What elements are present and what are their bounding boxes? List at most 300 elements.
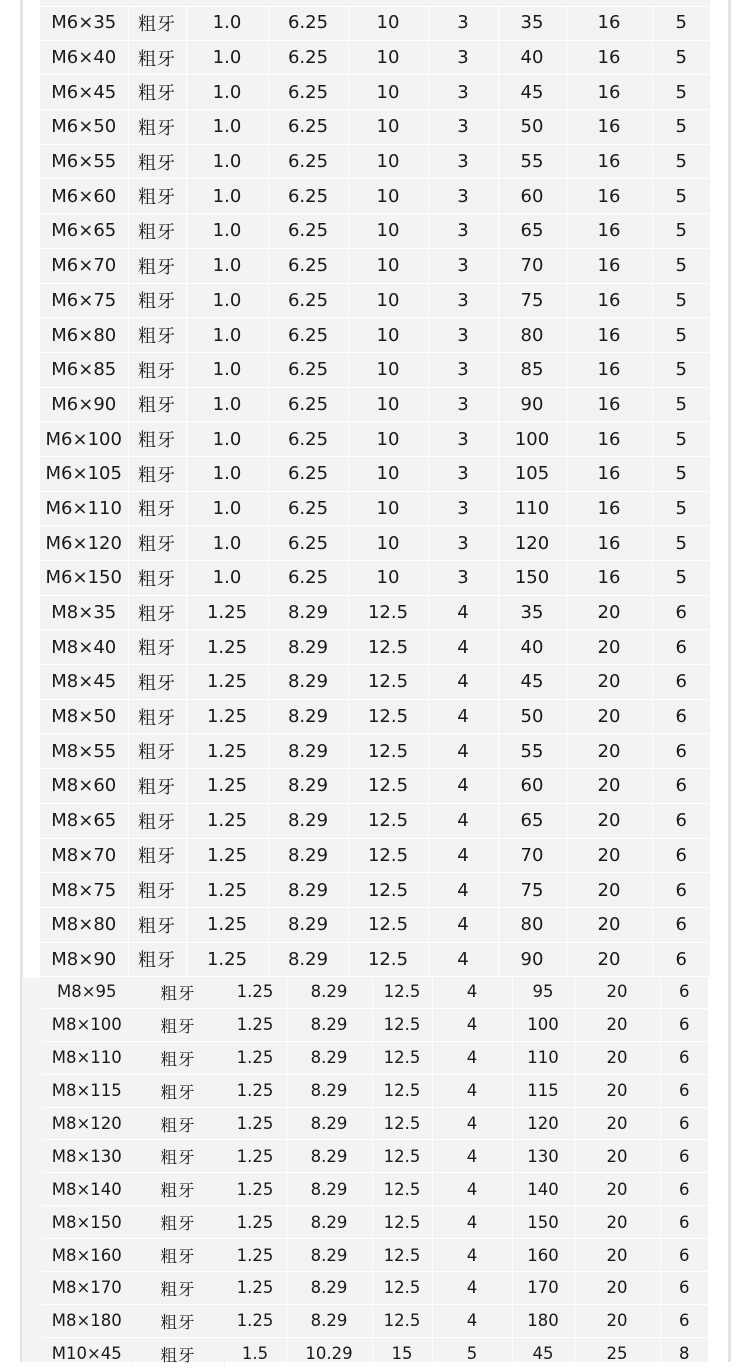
cell-col-4: 8.29: [268, 873, 348, 908]
cell-col-4: 10.29: [286, 1337, 372, 1370]
cell-col-4: 8.29: [286, 1206, 372, 1239]
cell-col-4: 6.25: [268, 491, 348, 526]
cell-col-6: 4: [428, 699, 498, 734]
cell-col-9: 5: [652, 179, 710, 214]
cell-col-5: 12.5: [348, 907, 428, 942]
cell-pitch: 1.25: [224, 1173, 286, 1206]
cell-col-4: 6.25: [268, 75, 348, 110]
cell-col-5: 12.5: [348, 665, 428, 700]
cell-col-4: 6.25: [268, 456, 348, 491]
cell-spec: M8×95: [42, 976, 132, 1008]
cell-length: 45: [512, 1337, 574, 1370]
cell-pitch: 1.0: [186, 179, 268, 214]
cell-col-5: 10: [348, 283, 428, 318]
cell-thread-type: 粗牙: [128, 456, 186, 491]
cell-col-6: 4: [428, 942, 498, 977]
cell-col-4: 8.29: [286, 1140, 372, 1173]
cell-spec: M6×50: [40, 110, 128, 145]
cell-spec: M6×40: [40, 40, 128, 75]
cell-pitch: 1.25: [186, 942, 268, 977]
table-row: [40, 248, 710, 283]
cell-col-4: 8.29: [286, 1041, 372, 1074]
cell-spec: M6×35: [40, 6, 128, 40]
cell-col-8: 20: [566, 699, 652, 734]
cell-col-4: 8.29: [268, 907, 348, 942]
cell-col-4: 8.29: [286, 1304, 372, 1337]
cell-col-6: 4: [432, 1008, 512, 1041]
cell-thread-type: 粗牙: [128, 838, 186, 873]
cell-col-5: 10: [348, 40, 428, 75]
cell-pitch: 1.25: [186, 595, 268, 630]
cell-col-4: 8.29: [286, 1008, 372, 1041]
cell-pitch: 1.0: [186, 40, 268, 75]
cell-col-4: 6.25: [268, 283, 348, 318]
cell-col-5: 12.5: [348, 769, 428, 804]
cell-thread-type: 粗牙: [128, 318, 186, 353]
cell-pitch: 1.25: [224, 1041, 286, 1074]
cell-col-4: 8.29: [268, 769, 348, 804]
cell-length: 180: [512, 1304, 574, 1337]
cell-spec: M8×70: [40, 838, 128, 873]
cell-col-5: 12.5: [372, 1140, 432, 1173]
cell-length: 55: [498, 734, 566, 769]
table-row: [42, 1140, 708, 1173]
cell-col-4: 8.29: [268, 803, 348, 838]
cell-col-4: 8.29: [268, 665, 348, 700]
cell-thread-type: 粗牙: [132, 1206, 224, 1239]
cell-col-6: 3: [428, 179, 498, 214]
upper-table-body: [40, 6, 710, 977]
cell-col-4: 6.25: [268, 526, 348, 561]
cell-col-9: 6: [652, 873, 710, 908]
cell-thread-type: 粗牙: [128, 630, 186, 665]
cell-col-9: 6: [660, 1107, 708, 1140]
cell-spec: M6×105: [40, 456, 128, 491]
table-row: [42, 1041, 708, 1074]
cell-col-8: 16: [566, 179, 652, 214]
cell-pitch: 1.25: [186, 907, 268, 942]
cell-length: 70: [498, 838, 566, 873]
table-row: [42, 1239, 708, 1272]
cell-col-6: 4: [428, 665, 498, 700]
cell-length: 40: [498, 630, 566, 665]
cell-spec: M6×45: [40, 75, 128, 110]
cell-thread-type: 粗牙: [128, 214, 186, 249]
cell-col-8: 20: [566, 734, 652, 769]
table-row: [42, 1074, 708, 1107]
cell-thread-type: 粗牙: [132, 1074, 224, 1107]
cell-thread-type: 粗牙: [128, 595, 186, 630]
cell-col-9: 6: [660, 1074, 708, 1107]
table-row: [42, 1272, 708, 1305]
cell-pitch: 1.0: [186, 526, 268, 561]
cell-length: 170: [512, 1272, 574, 1305]
cell-thread-type: 粗牙: [132, 1140, 224, 1173]
cell-length: 80: [498, 907, 566, 942]
cell-thread-type: 粗牙: [132, 1337, 224, 1370]
table-row: [40, 665, 710, 700]
cell-col-9: 5: [652, 6, 710, 40]
cell-pitch: 1.25: [224, 1008, 286, 1041]
cell-thread-type: 粗牙: [128, 75, 186, 110]
cell-thread-type: 粗牙: [128, 110, 186, 145]
table-row: [40, 422, 710, 457]
table-row: [42, 1206, 708, 1239]
cell-length: 70: [498, 248, 566, 283]
cell-col-9: 6: [660, 1239, 708, 1272]
cell-thread-type: 粗牙: [132, 1272, 224, 1305]
cell-length: 65: [498, 214, 566, 249]
cell-col-9: 6: [652, 907, 710, 942]
cell-col-9: 8: [660, 1337, 708, 1370]
cell-col-6: 5: [432, 1337, 512, 1370]
cell-spec: M6×100: [40, 422, 128, 457]
table-row: [42, 1008, 708, 1041]
cell-thread-type: 粗牙: [128, 283, 186, 318]
cell-thread-type: 粗牙: [128, 179, 186, 214]
cell-col-6: 4: [432, 1239, 512, 1272]
cell-col-9: 6: [660, 1304, 708, 1337]
cell-col-5: 10: [348, 456, 428, 491]
cell-spec: M6×150: [40, 561, 128, 596]
cell-length: 115: [512, 1074, 574, 1107]
cell-thread-type: 粗牙: [128, 422, 186, 457]
cell-col-6: 3: [428, 144, 498, 179]
cell-pitch: 1.25: [224, 1304, 286, 1337]
cell-col-4: 6.25: [268, 144, 348, 179]
cell-spec: M6×85: [40, 352, 128, 387]
cell-col-4: 8.29: [268, 838, 348, 873]
cell-spec: M8×75: [40, 873, 128, 908]
cell-col-5: 12.5: [348, 699, 428, 734]
cell-length: 85: [498, 352, 566, 387]
cell-col-8: 16: [566, 318, 652, 353]
table-row: [40, 942, 710, 977]
cell-col-9: 5: [652, 491, 710, 526]
cell-col-4: 8.29: [268, 942, 348, 977]
cell-col-6: 3: [428, 526, 498, 561]
cell-col-8: 16: [566, 214, 652, 249]
cell-length: 110: [498, 491, 566, 526]
cell-col-6: 4: [432, 1107, 512, 1140]
table-row: [40, 873, 710, 908]
table-row: [40, 179, 710, 214]
cell-col-9: 5: [652, 283, 710, 318]
cell-length: 100: [512, 1008, 574, 1041]
cell-length: 35: [498, 595, 566, 630]
cell-col-4: 8.29: [286, 1239, 372, 1272]
cell-col-4: 8.29: [286, 1173, 372, 1206]
cell-col-9: 5: [652, 144, 710, 179]
table-row: [42, 1173, 708, 1206]
cell-col-6: 4: [428, 873, 498, 908]
cell-col-8: 20: [566, 665, 652, 700]
cell-spec: M6×70: [40, 248, 128, 283]
cell-pitch: 1.0: [186, 75, 268, 110]
cell-col-5: 12.5: [372, 1008, 432, 1041]
cell-length: 150: [498, 561, 566, 596]
cell-col-6: 4: [428, 734, 498, 769]
cell-col-4: 6.25: [268, 179, 348, 214]
cell-col-9: 5: [652, 214, 710, 249]
cell-col-8: 25: [574, 1337, 660, 1370]
cell-spec: M10×45: [42, 1337, 132, 1370]
cell-col-6: 3: [428, 283, 498, 318]
cell-col-9: 6: [660, 1041, 708, 1074]
cell-col-5: 12.5: [372, 976, 432, 1008]
cell-col-6: 3: [428, 40, 498, 75]
cell-col-8: 20: [574, 1074, 660, 1107]
cell-col-9: 5: [652, 352, 710, 387]
cell-spec: M8×100: [42, 1008, 132, 1041]
cell-col-8: 20: [574, 1041, 660, 1074]
cell-thread-type: 粗牙: [128, 491, 186, 526]
cell-thread-type: 粗牙: [132, 1304, 224, 1337]
cell-col-6: 4: [432, 976, 512, 1008]
cell-col-8: 16: [566, 40, 652, 75]
table-row: [40, 838, 710, 873]
cell-spec: M8×60: [40, 769, 128, 804]
cell-length: 65: [498, 803, 566, 838]
cell-spec: M8×55: [40, 734, 128, 769]
cell-col-5: 15: [372, 1337, 432, 1370]
cell-col-9: 5: [652, 75, 710, 110]
cell-pitch: 1.0: [186, 144, 268, 179]
cell-pitch: 1.25: [224, 1272, 286, 1305]
cell-spec: M6×55: [40, 144, 128, 179]
cell-spec: M8×65: [40, 803, 128, 838]
cell-pitch: 1.0: [186, 248, 268, 283]
cell-col-8: 20: [566, 838, 652, 873]
cell-col-5: 12.5: [372, 1239, 432, 1272]
table-row: [40, 561, 710, 596]
cell-pitch: 1.25: [186, 699, 268, 734]
cell-thread-type: 粗牙: [128, 387, 186, 422]
cell-col-4: 8.29: [286, 976, 372, 1008]
cell-pitch: 1.0: [186, 561, 268, 596]
cell-col-8: 20: [566, 942, 652, 977]
table-row: [40, 630, 710, 665]
lower-table-body: [42, 976, 708, 1370]
cell-col-4: 8.29: [286, 1272, 372, 1305]
cell-col-8: 16: [566, 144, 652, 179]
cell-col-6: 4: [432, 1173, 512, 1206]
cell-col-5: 12.5: [348, 873, 428, 908]
cell-col-8: 16: [566, 75, 652, 110]
cell-col-8: 20: [574, 1206, 660, 1239]
cell-thread-type: 粗牙: [128, 665, 186, 700]
cell-length: 60: [498, 179, 566, 214]
cell-spec: M8×150: [42, 1206, 132, 1239]
cell-pitch: 1.25: [186, 630, 268, 665]
cell-col-4: 8.29: [268, 630, 348, 665]
cell-pitch: 1.25: [224, 1239, 286, 1272]
cell-col-6: 4: [432, 1140, 512, 1173]
cell-spec: M8×40: [40, 630, 128, 665]
cell-col-8: 20: [574, 976, 660, 1008]
cell-col-9: 6: [652, 803, 710, 838]
cell-col-5: 12.5: [348, 803, 428, 838]
cell-col-6: 3: [428, 456, 498, 491]
cell-col-8: 20: [566, 907, 652, 942]
cell-length: 50: [498, 699, 566, 734]
cell-col-6: 4: [428, 907, 498, 942]
cell-col-8: 16: [566, 456, 652, 491]
cell-pitch: 1.25: [224, 976, 286, 1008]
cell-col-8: 16: [566, 352, 652, 387]
cell-thread-type: 粗牙: [128, 699, 186, 734]
cell-thread-type: 粗牙: [128, 526, 186, 561]
cell-spec: M8×170: [42, 1272, 132, 1305]
cell-pitch: 1.25: [186, 803, 268, 838]
cell-col-5: 10: [348, 144, 428, 179]
cell-col-9: 6: [660, 1272, 708, 1305]
cell-col-9: 5: [652, 561, 710, 596]
cell-col-9: 5: [652, 40, 710, 75]
cell-spec: M6×75: [40, 283, 128, 318]
cell-length: 45: [498, 75, 566, 110]
cell-spec: M8×140: [42, 1173, 132, 1206]
table-row: [42, 1304, 708, 1337]
cell-length: 110: [512, 1041, 574, 1074]
cell-col-4: 8.29: [286, 1074, 372, 1107]
cell-col-6: 4: [428, 630, 498, 665]
cell-length: 80: [498, 318, 566, 353]
cell-col-9: 6: [652, 769, 710, 804]
cell-pitch: 1.25: [186, 873, 268, 908]
cell-pitch: 1.25: [224, 1206, 286, 1239]
cell-pitch: 1.0: [186, 110, 268, 145]
cell-thread-type: 粗牙: [128, 769, 186, 804]
table-row: [40, 526, 710, 561]
page-edge-right: [728, 0, 731, 1362]
cell-col-5: 10: [348, 352, 428, 387]
cell-spec: M8×80: [40, 907, 128, 942]
cell-pitch: 1.25: [224, 1074, 286, 1107]
table-row: [40, 734, 710, 769]
table-row: [40, 352, 710, 387]
cell-length: 60: [498, 769, 566, 804]
cell-col-4: 6.25: [268, 352, 348, 387]
cell-col-8: 20: [566, 803, 652, 838]
cell-thread-type: 粗牙: [128, 40, 186, 75]
bolt-spec-table-lower: [42, 976, 708, 1371]
cell-length: 120: [512, 1107, 574, 1140]
cell-spec: M8×35: [40, 595, 128, 630]
cell-pitch: 1.25: [224, 1140, 286, 1173]
table-row: [40, 75, 710, 110]
cell-length: 95: [512, 976, 574, 1008]
cell-thread-type: 粗牙: [128, 352, 186, 387]
cell-pitch: 1.0: [186, 352, 268, 387]
cell-length: 160: [512, 1239, 574, 1272]
cell-pitch: 1.0: [186, 422, 268, 457]
cell-col-6: 4: [432, 1041, 512, 1074]
cell-pitch: 1.25: [186, 734, 268, 769]
cell-length: 45: [498, 665, 566, 700]
cell-col-9: 5: [652, 526, 710, 561]
cell-col-8: 20: [574, 1304, 660, 1337]
table-row: [40, 387, 710, 422]
cell-thread-type: 粗牙: [128, 734, 186, 769]
cell-col-5: 10: [348, 179, 428, 214]
cell-col-9: 5: [652, 318, 710, 353]
cell-col-5: 12.5: [372, 1041, 432, 1074]
table-row: [40, 318, 710, 353]
cell-col-5: 10: [348, 422, 428, 457]
cell-col-4: 6.25: [268, 40, 348, 75]
cell-col-8: 16: [566, 283, 652, 318]
table-row: [40, 283, 710, 318]
cell-col-9: 6: [660, 1173, 708, 1206]
cell-length: 90: [498, 387, 566, 422]
cell-spec: M6×90: [40, 387, 128, 422]
cell-col-5: 12.5: [348, 838, 428, 873]
cell-col-9: 6: [652, 838, 710, 873]
cell-col-4: 8.29: [286, 1107, 372, 1140]
cell-thread-type: 粗牙: [132, 1008, 224, 1041]
cell-length: 150: [512, 1206, 574, 1239]
cell-col-8: 20: [574, 1239, 660, 1272]
cell-pitch: 1.25: [186, 838, 268, 873]
cell-pitch: 1.25: [186, 665, 268, 700]
cell-col-4: 6.25: [268, 6, 348, 40]
cell-col-6: 4: [428, 769, 498, 804]
cell-col-9: 6: [660, 1008, 708, 1041]
cell-thread-type: 粗牙: [128, 144, 186, 179]
cell-col-5: 12.5: [372, 1272, 432, 1305]
cell-col-9: 5: [652, 456, 710, 491]
cell-col-5: 12.5: [372, 1304, 432, 1337]
cell-length: 35: [498, 6, 566, 40]
cell-col-5: 12.5: [372, 1206, 432, 1239]
cell-thread-type: 粗牙: [128, 873, 186, 908]
cell-col-9: 6: [660, 1140, 708, 1173]
cell-thread-type: 粗牙: [128, 803, 186, 838]
cell-col-5: 10: [348, 214, 428, 249]
cell-length: 75: [498, 283, 566, 318]
cell-col-6: 4: [432, 1206, 512, 1239]
cell-spec: M8×45: [40, 665, 128, 700]
cell-col-6: 3: [428, 491, 498, 526]
cell-col-5: 12.5: [348, 734, 428, 769]
table-row: [40, 769, 710, 804]
cell-spec: M6×120: [40, 526, 128, 561]
cell-col-9: 6: [652, 734, 710, 769]
cell-col-6: 3: [428, 214, 498, 249]
cell-col-4: 6.25: [268, 387, 348, 422]
cell-col-4: 8.29: [268, 595, 348, 630]
cell-spec: M6×60: [40, 179, 128, 214]
cell-col-8: 20: [566, 595, 652, 630]
cell-col-8: 20: [566, 873, 652, 908]
cell-col-8: 16: [566, 526, 652, 561]
table-row: [40, 803, 710, 838]
cell-col-8: 16: [566, 248, 652, 283]
table-row: [40, 40, 710, 75]
cell-thread-type: 粗牙: [132, 976, 224, 1008]
cell-thread-type: 粗牙: [128, 907, 186, 942]
cell-col-9: 6: [652, 595, 710, 630]
cell-col-5: 10: [348, 318, 428, 353]
cell-col-6: 4: [432, 1304, 512, 1337]
cell-col-4: 8.29: [268, 699, 348, 734]
cell-thread-type: 粗牙: [132, 1173, 224, 1206]
cell-col-8: 20: [566, 630, 652, 665]
cell-col-8: 16: [566, 6, 652, 40]
cell-col-5: 12.5: [348, 630, 428, 665]
cell-col-9: 6: [652, 665, 710, 700]
